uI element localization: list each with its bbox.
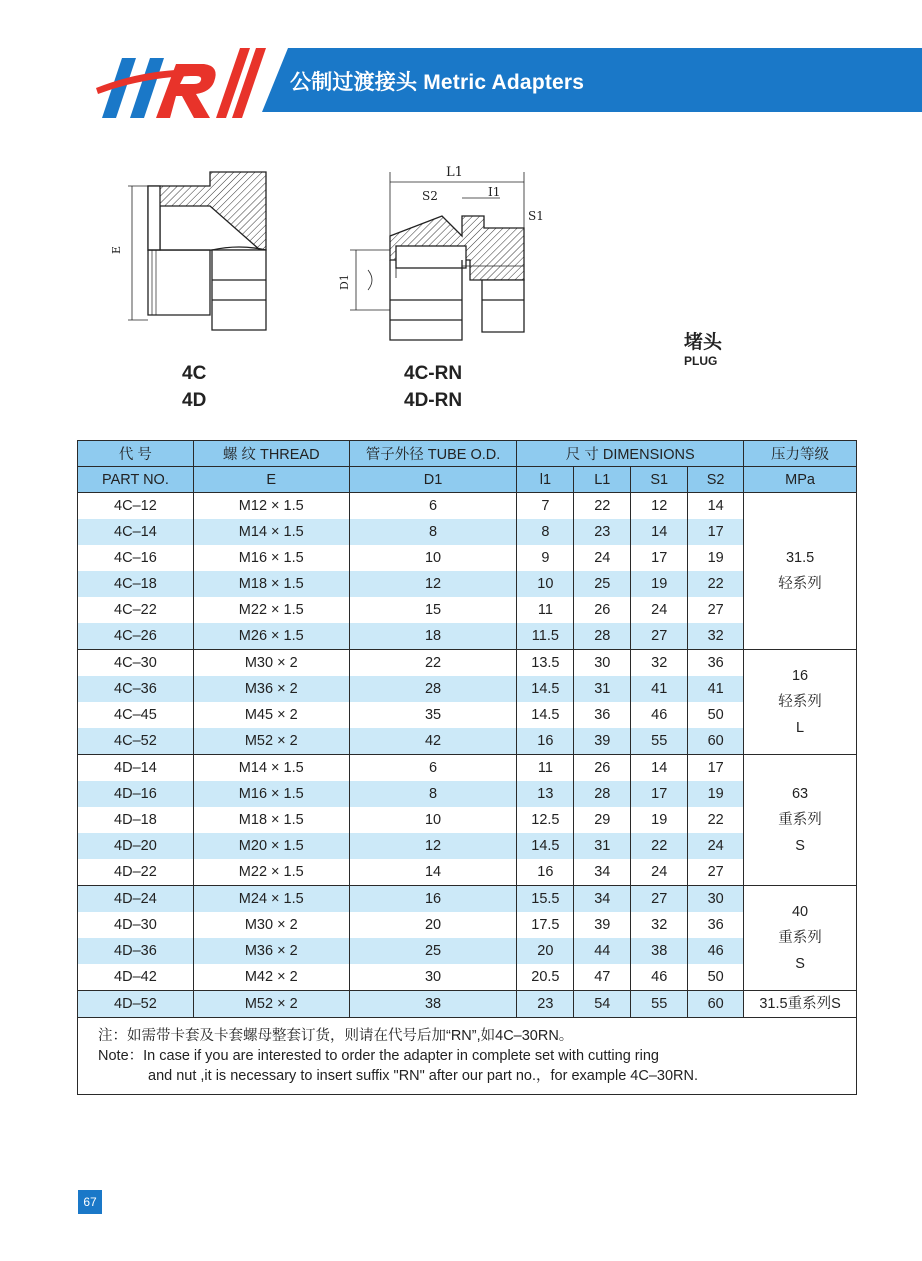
- cell-tube-od: 10: [349, 545, 517, 571]
- cell-l1: 26: [574, 755, 631, 782]
- th-e: E: [193, 467, 349, 493]
- cell-l1-small: 13: [517, 781, 574, 807]
- cell-s1: 24: [631, 859, 688, 886]
- table-row: [78, 886, 857, 913]
- cell-part-no: 4C–16: [78, 545, 194, 571]
- table-row: [78, 964, 857, 991]
- dim-label-s2: S2: [422, 189, 438, 203]
- table-row: [78, 781, 857, 807]
- pressure-line: 重系列: [778, 930, 822, 946]
- cell-thread: M16 × 1.5: [193, 545, 349, 571]
- cell-s1: 14: [631, 755, 688, 782]
- cell-thread: M14 × 1.5: [193, 519, 349, 545]
- th-l1: L1: [574, 467, 631, 493]
- cell-thread: M36 × 2: [193, 938, 349, 964]
- cell-thread: M16 × 1.5: [193, 781, 349, 807]
- cell-tube-od: 42: [349, 728, 517, 755]
- cell-s2: 22: [688, 571, 744, 597]
- cell-thread: M36 × 2: [193, 676, 349, 702]
- table-header-row-2: [78, 467, 857, 493]
- cell-l1-small: 23: [517, 991, 574, 1018]
- cell-s2: 27: [688, 859, 744, 886]
- cell-s2: 14: [688, 493, 744, 520]
- cell-s2: 60: [688, 991, 744, 1018]
- pressure-line: 31.5: [785, 550, 815, 566]
- cell-tube-od: 8: [349, 519, 517, 545]
- cell-s2: 19: [688, 545, 744, 571]
- cell-tube-od: 14: [349, 859, 517, 886]
- cell-s1: 12: [631, 493, 688, 520]
- cell-l1: 31: [574, 833, 631, 859]
- cell-s2: 17: [688, 519, 744, 545]
- cell-l1-small: 17.5: [517, 912, 574, 938]
- cell-tube-od: 16: [349, 886, 517, 913]
- pressure-line: 16: [791, 668, 809, 684]
- cell-l1: 23: [574, 519, 631, 545]
- th-s1: S1: [631, 467, 688, 493]
- cell-l1: 22: [574, 493, 631, 520]
- cell-l1-small: 11: [517, 755, 574, 782]
- cell-s1: 14: [631, 519, 688, 545]
- cell-s1: 19: [631, 807, 688, 833]
- cell-tube-od: 6: [349, 493, 517, 520]
- table-row: [78, 859, 857, 886]
- cell-thread: M26 × 1.5: [193, 623, 349, 650]
- cell-tube-od: 6: [349, 755, 517, 782]
- th-thread: 螺 纹 THREAD: [193, 441, 349, 467]
- plug-title-en: PLUG: [684, 354, 718, 368]
- page-number: 67: [78, 1190, 102, 1214]
- cell-s1: 17: [631, 545, 688, 571]
- table-row: [78, 991, 857, 1018]
- cell-tube-od: 12: [349, 571, 517, 597]
- model-labels-left: [182, 360, 206, 414]
- cell-pressure-group: [744, 991, 857, 1018]
- cell-thread: M45 × 2: [193, 702, 349, 728]
- cell-l1: 25: [574, 571, 631, 597]
- cell-s1: 17: [631, 781, 688, 807]
- cell-s2: 50: [688, 702, 744, 728]
- table-row: [78, 623, 857, 650]
- table-row: [78, 755, 857, 782]
- cell-tube-od: 35: [349, 702, 517, 728]
- model-label-4c-rn: 4C-RN: [404, 363, 463, 384]
- cell-tube-od: 38: [349, 991, 517, 1018]
- model-label-4d: 4D: [182, 390, 207, 411]
- cell-thread: M24 × 1.5: [193, 886, 349, 913]
- cell-s1: 24: [631, 597, 688, 623]
- cell-s1: 32: [631, 912, 688, 938]
- cell-part-no: 4D–16: [78, 781, 194, 807]
- table-row: [78, 728, 857, 755]
- model-label-4d-rn: 4D-RN: [404, 390, 463, 411]
- cell-part-no: 4D–42: [78, 964, 194, 991]
- cell-l1-small: 11.5: [517, 623, 574, 650]
- table-row: [78, 833, 857, 859]
- th-mpa: MPa: [744, 467, 857, 493]
- cell-l1: 30: [574, 650, 631, 677]
- table-row: [78, 702, 857, 728]
- cell-thread: M52 × 2: [193, 728, 349, 755]
- cell-s2: 30: [688, 886, 744, 913]
- cell-l1-small: 20: [517, 938, 574, 964]
- pressure-line: 31.5重系列S: [759, 996, 841, 1012]
- pressure-line: 63: [791, 786, 809, 802]
- cell-s2: 32: [688, 623, 744, 650]
- cell-l1-small: 14.5: [517, 702, 574, 728]
- cell-s1: 55: [631, 728, 688, 755]
- cell-s1: 19: [631, 571, 688, 597]
- cell-l1-small: 11: [517, 597, 574, 623]
- dim-label-s1: S1: [528, 209, 544, 223]
- cell-l1-small: 15.5: [517, 886, 574, 913]
- cell-thread: M20 × 1.5: [193, 833, 349, 859]
- cell-thread: M22 × 1.5: [193, 597, 349, 623]
- plug-title-cn: 堵头: [684, 332, 723, 353]
- pressure-line: 40: [791, 904, 809, 920]
- cell-l1-small: 14.5: [517, 676, 574, 702]
- pressure-line: S: [795, 838, 805, 854]
- cell-s1: 41: [631, 676, 688, 702]
- cell-part-no: 4C–12: [78, 493, 194, 520]
- dim-label-l1: L1: [446, 165, 463, 180]
- cell-l1: 36: [574, 702, 631, 728]
- cell-l1: 31: [574, 676, 631, 702]
- pressure-line: 重系列: [778, 812, 822, 828]
- cell-pressure-group: [744, 886, 857, 991]
- cell-tube-od: 12: [349, 833, 517, 859]
- cell-tube-od: 25: [349, 938, 517, 964]
- cell-l1-small: 13.5: [517, 650, 574, 677]
- cell-part-no: 4D–14: [78, 755, 194, 782]
- cell-l1-small: 10: [517, 571, 574, 597]
- cell-l1: 24: [574, 545, 631, 571]
- cell-thread: M30 × 2: [193, 650, 349, 677]
- cell-tube-od: 15: [349, 597, 517, 623]
- cell-tube-od: 8: [349, 781, 517, 807]
- cell-l1: 34: [574, 859, 631, 886]
- cell-l1: 54: [574, 991, 631, 1018]
- page-title: 公制过渡接头 Metric Adapters: [290, 71, 585, 94]
- dim-label-d1: D1: [338, 274, 351, 290]
- table-row: [78, 519, 857, 545]
- cell-part-no: 4C–14: [78, 519, 194, 545]
- cell-s2: 60: [688, 728, 744, 755]
- cell-s1: 27: [631, 623, 688, 650]
- cell-l1: 39: [574, 912, 631, 938]
- cell-part-no: 4D–36: [78, 938, 194, 964]
- table-row: [78, 650, 857, 677]
- cell-tube-od: 20: [349, 912, 517, 938]
- th-dimensions: 尺 寸 DIMENSIONS: [517, 441, 744, 467]
- cell-part-no: 4C–30: [78, 650, 194, 677]
- cell-l1-small: 8: [517, 519, 574, 545]
- cell-thread: M22 × 1.5: [193, 859, 349, 886]
- model-labels-right: [404, 360, 462, 414]
- cell-l1: 28: [574, 781, 631, 807]
- th-part-no: PART NO.: [78, 467, 194, 493]
- cell-l1: 47: [574, 964, 631, 991]
- cell-tube-od: 18: [349, 623, 517, 650]
- spec-table: [77, 440, 857, 1095]
- dim-label-i1: I1: [488, 185, 501, 199]
- cell-l1: 26: [574, 597, 631, 623]
- table-note: [78, 1018, 857, 1095]
- cell-thread: M42 × 2: [193, 964, 349, 991]
- table-row: [78, 676, 857, 702]
- cell-part-no: 4D–20: [78, 833, 194, 859]
- cell-s1: 27: [631, 886, 688, 913]
- cell-s1: 55: [631, 991, 688, 1018]
- company-logo: [92, 40, 282, 120]
- cell-l1-small: 7: [517, 493, 574, 520]
- cell-l1: 44: [574, 938, 631, 964]
- cell-part-no: 4D–30: [78, 912, 194, 938]
- cell-s2: 36: [688, 650, 744, 677]
- cell-part-no: 4C–36: [78, 676, 194, 702]
- cell-thread: M30 × 2: [193, 912, 349, 938]
- table-header-row-1: [78, 441, 857, 467]
- cell-tube-od: 22: [349, 650, 517, 677]
- cell-s2: 19: [688, 781, 744, 807]
- cell-tube-od: 28: [349, 676, 517, 702]
- cell-part-no: 4C–18: [78, 571, 194, 597]
- th-tube: 管子外径 TUBE O.D.: [349, 441, 517, 467]
- cell-s2: 41: [688, 676, 744, 702]
- cell-s2: 17: [688, 755, 744, 782]
- cell-s2: 22: [688, 807, 744, 833]
- table-row: [78, 597, 857, 623]
- cell-thread: M18 × 1.5: [193, 571, 349, 597]
- cell-l1-small: 14.5: [517, 833, 574, 859]
- cell-pressure-group: [744, 650, 857, 755]
- th-l1-small: l1: [517, 467, 574, 493]
- cell-s2: 36: [688, 912, 744, 938]
- cell-part-no: 4C–22: [78, 597, 194, 623]
- cell-s2: 27: [688, 597, 744, 623]
- cell-s1: 22: [631, 833, 688, 859]
- th-pressure: 压力等级: [744, 441, 857, 467]
- table-row: [78, 938, 857, 964]
- cell-part-no: 4D–22: [78, 859, 194, 886]
- cell-s1: 46: [631, 964, 688, 991]
- cell-l1-small: 9: [517, 545, 574, 571]
- cell-l1-small: 16: [517, 728, 574, 755]
- table-row: [78, 571, 857, 597]
- cell-part-no: 4C–52: [78, 728, 194, 755]
- pressure-line: 轻系列: [778, 576, 822, 592]
- cell-part-no: 4D–24: [78, 886, 194, 913]
- table-row: [78, 545, 857, 571]
- pressure-line: L: [796, 720, 805, 736]
- th-s2: S2: [688, 467, 744, 493]
- technical-drawing: [100, 150, 560, 350]
- table-row: [78, 493, 857, 520]
- table-row: [78, 912, 857, 938]
- cell-l1: 39: [574, 728, 631, 755]
- table-row: [78, 807, 857, 833]
- cell-l1-small: 20.5: [517, 964, 574, 991]
- note-en-1: Note：In case if you are interested to order the adapter in complete set with cutting ring: [98, 1048, 659, 1064]
- cell-part-no: 4D–52: [78, 991, 194, 1018]
- cell-tube-od: 10: [349, 807, 517, 833]
- th-d1: D1: [349, 467, 517, 493]
- cell-thread: M12 × 1.5: [193, 493, 349, 520]
- cell-s2: 50: [688, 964, 744, 991]
- cell-s1: 46: [631, 702, 688, 728]
- cell-pressure-group: [744, 755, 857, 886]
- cell-l1-small: 16: [517, 859, 574, 886]
- cell-part-no: 4C–45: [78, 702, 194, 728]
- cell-pressure-group: [744, 493, 857, 650]
- dim-label-e: E: [110, 245, 123, 254]
- cell-s2: 46: [688, 938, 744, 964]
- cell-l1-small: 12.5: [517, 807, 574, 833]
- cell-l1: 29: [574, 807, 631, 833]
- note-en-2: and nut ,it is necessary to insert suffix "RN" after our part no.，for example 4C–30RN.: [148, 1068, 698, 1084]
- cell-l1: 28: [574, 623, 631, 650]
- cell-tube-od: 30: [349, 964, 517, 991]
- note-cn: 注：如需带卡套及卡套螺母整套订货，则请在代号后加“RN”,如4C–30RN。: [98, 1028, 574, 1044]
- cell-s1: 38: [631, 938, 688, 964]
- pressure-line: 轻系列: [778, 694, 822, 710]
- plug-drawing: [128, 172, 266, 330]
- cell-thread: M14 × 1.5: [193, 755, 349, 782]
- pressure-line: S: [795, 956, 805, 972]
- cell-s1: 32: [631, 650, 688, 677]
- model-label-4c: 4C: [182, 363, 207, 384]
- cell-thread: M52 × 2: [193, 991, 349, 1018]
- cell-l1: 34: [574, 886, 631, 913]
- cell-thread: M18 × 1.5: [193, 807, 349, 833]
- cell-part-no: 4C–26: [78, 623, 194, 650]
- cell-s2: 24: [688, 833, 744, 859]
- cell-part-no: 4D–18: [78, 807, 194, 833]
- th-part: 代 号: [78, 441, 194, 467]
